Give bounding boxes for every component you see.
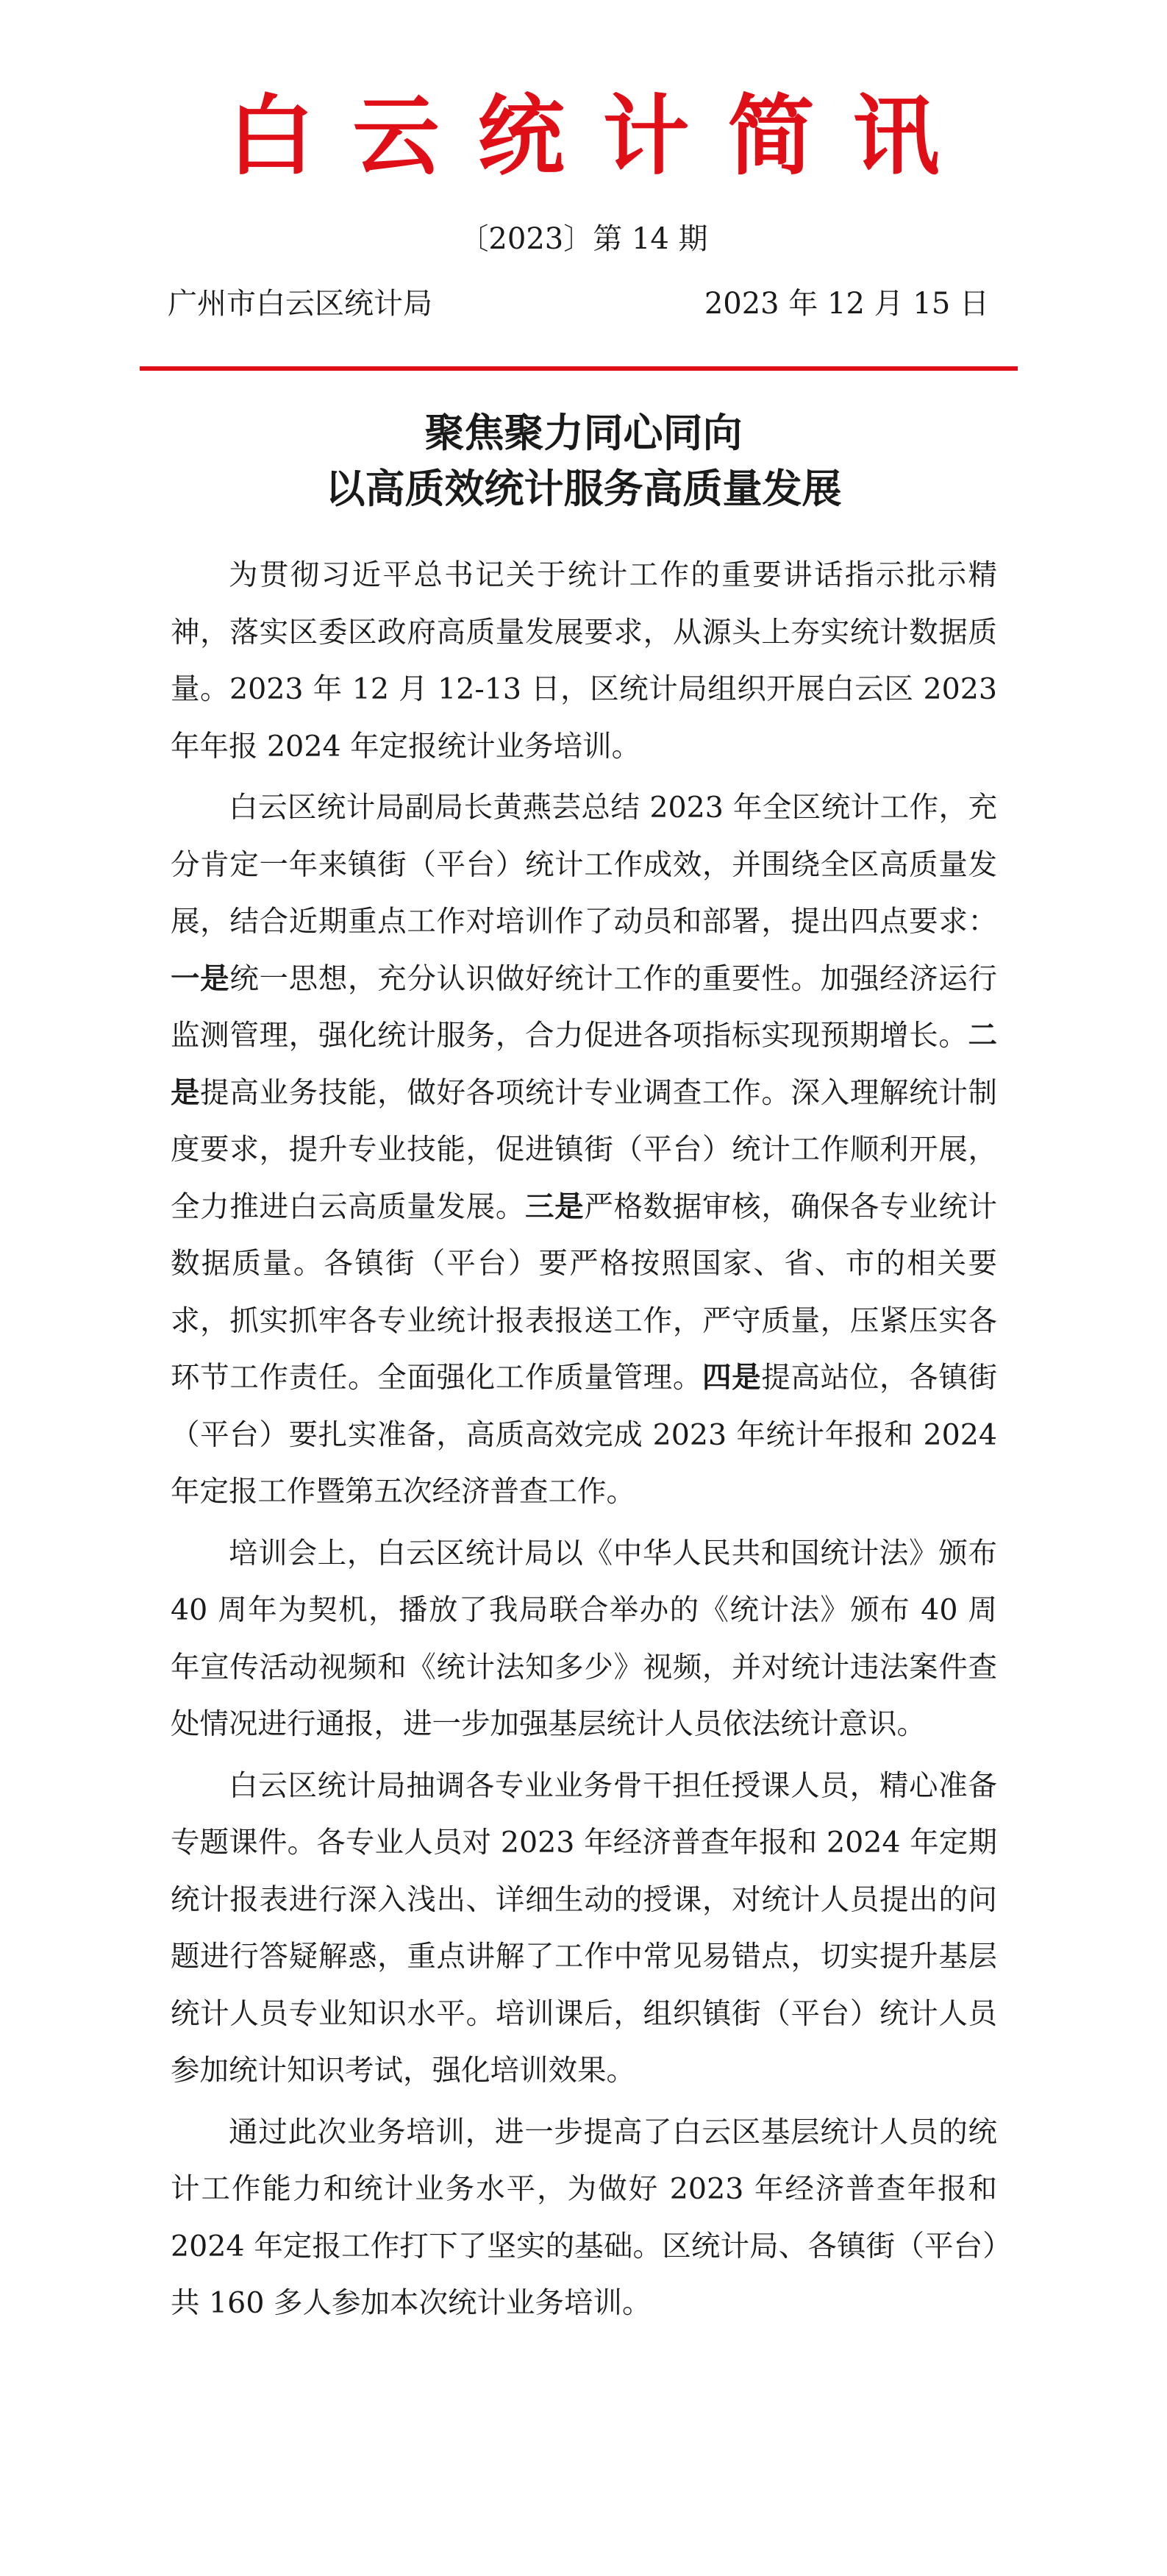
paragraph-5: 通过此次业务培训，进一步提高了白云区基层统计人员的统计工作能力和统计业务水平，为做好 2023 年经济普查年报和 2024 年定报工作打下了坚实的基础。区统计局、各镇街（平台）共 160 多人参加本次统计业务培训。 — [171, 2115, 997, 2320]
issue-number: 〔2023〕第 14 期 — [459, 222, 708, 256]
article-body — [171, 547, 997, 2333]
paragraph-3: 培训会上，白云区统计局以《中华人民共和国统计法》颁布 40 周年为契机，播放了我局联合举办的《统计法》颁布 40 周年宣传活动视频和《统计法知多少》视频，并对统计违法案件查处情况进行通报，进一步加强基层统计人员依法统计意识。 — [171, 1536, 997, 1741]
requirement-2-keyword: 二是 — [171, 1019, 997, 1110]
requirement-4-text: 提高站位，各镇街（平台）要扎实准备，高质高效完成 2023 年统计年报和 2024 年定报工作暨第五次经济普查工作。 — [171, 1361, 998, 1509]
article-title-line-1: 聚焦聚力同心同向 — [424, 409, 743, 456]
red-divider — [140, 366, 1018, 371]
requirement-1-keyword: 一是 — [171, 961, 230, 996]
paragraph-2 — [171, 780, 997, 1521]
issuing-organization: 广州市白云区统计局 — [168, 287, 432, 321]
article-title-line-2: 以高质效统计服务高质量发展 — [325, 465, 842, 512]
paragraph-4: 白云区统计局抽调各专业业务骨干担任授课人员，精心准备专题课件。各专业人员对 2023 年经济普查年报和 2024 年定期统计报表进行深入浅出、详细生动的授课，对统计人员提出的问题进行答疑解惑，重点讲解了工作中常见易错点，切实提升基层统计人员专业知识水平。培训课后，组织镇街（平台）统计人员参加统计知识考试，强化培训效果。 — [171, 1768, 997, 2088]
masthead-title: 白云统计简讯 — [227, 85, 978, 187]
requirement-2-text: 提高业务技能，做好各项统计专业调查工作。深入理解统计制度要求，提升专业技能，促进镇街（平台）统计工作顺利开展，全力推进白云高质量发展。 — [171, 1075, 998, 1224]
requirement-3-text: 严格数据审核，确保各专业统计数据质量。各镇街（平台）要严格按照国家、省、市的相关要求，抓实抓牢各专业统计报表报送工作，严守质量，压紧压实各环节工作责任。全面强化工作质量管理。 — [171, 1189, 998, 1395]
paragraph-2-intro: 白云区统计局副局长黄燕芸总结 2023 年全区统计工作，充分肯定一年来镇街（平台）统计工作成效，并围绕全区高质量发展，结合近期重点工作对培训作了动员和部署，提出四点要求： — [171, 791, 997, 939]
requirement-4-keyword: 四是 — [702, 1361, 762, 1395]
requirement-3-keyword: 三是 — [525, 1189, 585, 1224]
paragraph-1: 为贯彻习近平总书记关于统计工作的重要讲话指示批示精神，落实区委区政府高质量发展要求，从源头上夯实统计数据质量。2023 年 12 月 12-13 日，区统计局组织开展白云区 2023 年年报 2024 年定报统计业务培训。 — [171, 558, 997, 764]
issue-date: 2023 年 12 月 15 日 — [704, 287, 989, 321]
requirement-1-text: 统一思想，充分认识做好统计工作的重要性。加强经济运行监测管理，强化统计服务，合力促进各项指标实现预期增长。 — [171, 961, 998, 1053]
